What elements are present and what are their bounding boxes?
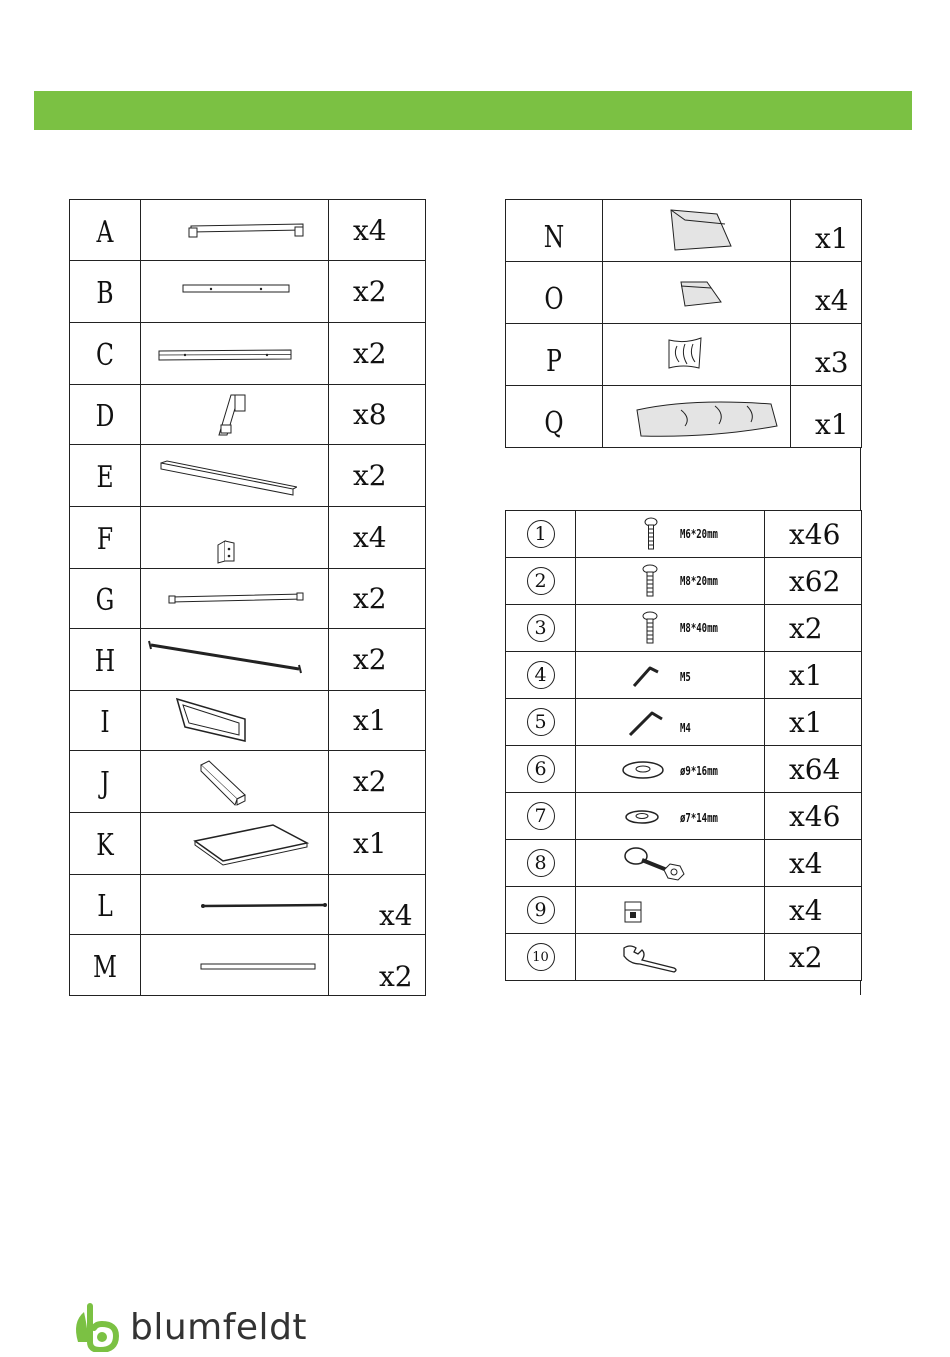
hardware-number: 4: [527, 661, 555, 689]
hardware-qty: x1: [789, 705, 823, 739]
table-row: [70, 200, 426, 261]
table-row: [506, 699, 862, 746]
part-image-p: [603, 324, 791, 386]
hardware-image-2: [576, 558, 765, 605]
part-letter: Q: [544, 406, 564, 441]
part-qty: x4: [815, 284, 849, 317]
part-letter: N: [543, 220, 565, 255]
hardware-qty: x4: [789, 893, 823, 927]
table-row: [506, 200, 862, 262]
part-image-q: [603, 386, 791, 448]
part-letter: B: [96, 276, 114, 311]
part-image-g: [141, 569, 329, 629]
part-qty: x2: [353, 765, 387, 798]
part-qty: x2: [353, 643, 387, 676]
table-row: [70, 629, 426, 691]
table-row: [70, 813, 426, 875]
table-row: [506, 324, 862, 386]
part-qty: x2: [353, 459, 387, 492]
table-row: [506, 887, 862, 934]
hardware-qty: x62: [789, 564, 841, 598]
part-qty: x2: [353, 275, 387, 308]
long-beam-icon: [157, 459, 297, 499]
hardware-number: 2: [527, 567, 555, 595]
hardware-image-10: [576, 934, 765, 981]
part-letter: C: [96, 338, 114, 373]
hardware-label: ø7*14mm: [680, 811, 718, 825]
tube-icon: [199, 961, 317, 973]
part-image-k: [141, 813, 329, 875]
part-image-i: [141, 691, 329, 751]
table-spacer: [505, 447, 861, 510]
part-image-m: [141, 935, 329, 996]
brand-name: blumfeldt: [130, 1306, 308, 1348]
part-letter: J: [100, 766, 110, 801]
thin-rod-icon: [199, 899, 329, 913]
part-letter: I: [100, 705, 110, 740]
clip-nut-icon: [622, 899, 646, 925]
part-letter: P: [546, 344, 562, 379]
hardware-qty: x46: [789, 799, 841, 833]
hardware-image-5: [576, 699, 765, 746]
table-row: [506, 386, 862, 448]
table-row: [70, 323, 426, 385]
header-bar: [34, 91, 912, 130]
parts-table-right: [505, 199, 862, 448]
part-image-c: [141, 323, 329, 385]
hardware-image-6: [576, 746, 765, 793]
square-post-icon: [197, 759, 249, 809]
bolt-icon: [644, 517, 658, 551]
part-image-o: [603, 262, 791, 324]
hook-bolt-icon: [622, 844, 688, 884]
washer-icon: [622, 807, 662, 827]
part-letter: L: [97, 889, 113, 924]
cushion-pack-icon: [665, 206, 735, 254]
table-row: [70, 445, 426, 507]
blumfeldt-logo-icon: [70, 1302, 122, 1352]
washer-icon: [620, 758, 666, 782]
seat-cushion-icon: [631, 396, 781, 442]
hardware-table: [505, 510, 862, 981]
part-letter: F: [96, 522, 114, 557]
wrench-icon: [620, 942, 680, 974]
hardware-number: 6: [527, 755, 555, 783]
part-image-n: [603, 200, 791, 262]
part-image-a: [141, 200, 329, 261]
bracket-leg-icon: [215, 391, 249, 439]
hardware-qty: x1: [789, 658, 823, 692]
hardware-label: M6*20mm: [680, 527, 718, 541]
part-qty: x1: [353, 827, 387, 860]
part-qty: x1: [353, 704, 387, 737]
hardware-qty: x46: [789, 517, 841, 551]
table-row: [506, 262, 862, 324]
table-row: [70, 261, 426, 323]
part-image-l: [141, 875, 329, 935]
small-cushion-icon: [677, 278, 725, 310]
part-qty: x3: [815, 346, 849, 379]
part-letter: H: [94, 644, 116, 679]
hardware-image-1: [576, 511, 765, 558]
table-row: [506, 605, 862, 652]
table-edge: [860, 981, 861, 995]
cross-rod-icon: [145, 639, 305, 675]
table-row: [70, 385, 426, 445]
bolt-icon: [642, 611, 658, 645]
hardware-number: 9: [527, 896, 555, 924]
hardware-number: 3: [527, 614, 555, 642]
part-qty: x8: [353, 398, 387, 431]
hardware-image-9: [576, 887, 765, 934]
table-row: [70, 691, 426, 751]
hardware-number: 8: [527, 849, 555, 877]
part-qty: x2: [353, 582, 387, 615]
hardware-image-3: [576, 605, 765, 652]
table-row: [70, 507, 426, 569]
part-qty: x4: [353, 213, 387, 247]
parts-table-left: [69, 199, 426, 996]
hardware-number: 5: [527, 708, 555, 736]
hardware-number: 7: [527, 802, 555, 830]
table-row: [70, 935, 426, 996]
back-panel-icon: [175, 697, 249, 745]
hardware-label: M4: [680, 721, 691, 735]
part-image-h: [141, 629, 329, 691]
flat-bar-icon: [181, 281, 291, 297]
bolt-icon: [642, 564, 658, 598]
corner-plate-icon: [215, 537, 237, 565]
rail-bar-icon: [187, 220, 307, 240]
table-row: [506, 652, 862, 699]
part-letter: E: [96, 460, 114, 495]
table-row: [70, 751, 426, 813]
hardware-qty: x2: [789, 611, 823, 645]
part-image-j: [141, 751, 329, 813]
part-qty: x2: [379, 959, 413, 993]
part-qty: x4: [353, 521, 387, 554]
channel-bar-icon: [157, 347, 293, 365]
table-row: [506, 746, 862, 793]
table-row: [70, 569, 426, 629]
table-row: [506, 840, 862, 887]
part-qty: x2: [353, 337, 387, 370]
hardware-label: ø9*16mm: [680, 764, 718, 778]
hardware-image-4: [576, 652, 765, 699]
allen-key-icon: [626, 707, 666, 739]
part-qty: x1: [815, 222, 849, 255]
allen-key-icon: [630, 662, 662, 690]
part-letter: M: [93, 949, 117, 985]
table-row: [506, 793, 862, 840]
table-row: [506, 511, 862, 558]
hardware-number: 10: [527, 943, 555, 971]
part-letter: A: [96, 214, 114, 250]
hardware-qty: x4: [789, 846, 823, 880]
table-row: [506, 558, 862, 605]
part-image-d: [141, 385, 329, 445]
hardware-label: M8*40mm: [680, 621, 718, 635]
part-letter: D: [95, 399, 115, 434]
hardware-qty: x2: [789, 940, 823, 974]
hardware-qty: x64: [789, 752, 841, 786]
brand-logo: [70, 1302, 307, 1352]
part-letter: O: [544, 282, 564, 317]
table-row: [506, 934, 862, 981]
part-qty: x4: [379, 899, 413, 932]
hardware-label: M8*20mm: [680, 574, 718, 588]
hardware-number: 1: [527, 520, 555, 548]
hardware-image-8: [576, 840, 765, 887]
hardware-image-7: [576, 793, 765, 840]
rod-bar-icon: [167, 591, 307, 607]
part-image-b: [141, 261, 329, 323]
hardware-label: M5: [680, 670, 691, 684]
table-row: [70, 875, 426, 935]
part-image-f: [141, 507, 329, 569]
part-letter: G: [95, 583, 115, 618]
shelf-board-icon: [193, 821, 311, 867]
part-image-e: [141, 445, 329, 507]
part-qty: x1: [815, 408, 849, 441]
part-letter: K: [96, 828, 114, 863]
pillow-icon: [665, 336, 705, 372]
